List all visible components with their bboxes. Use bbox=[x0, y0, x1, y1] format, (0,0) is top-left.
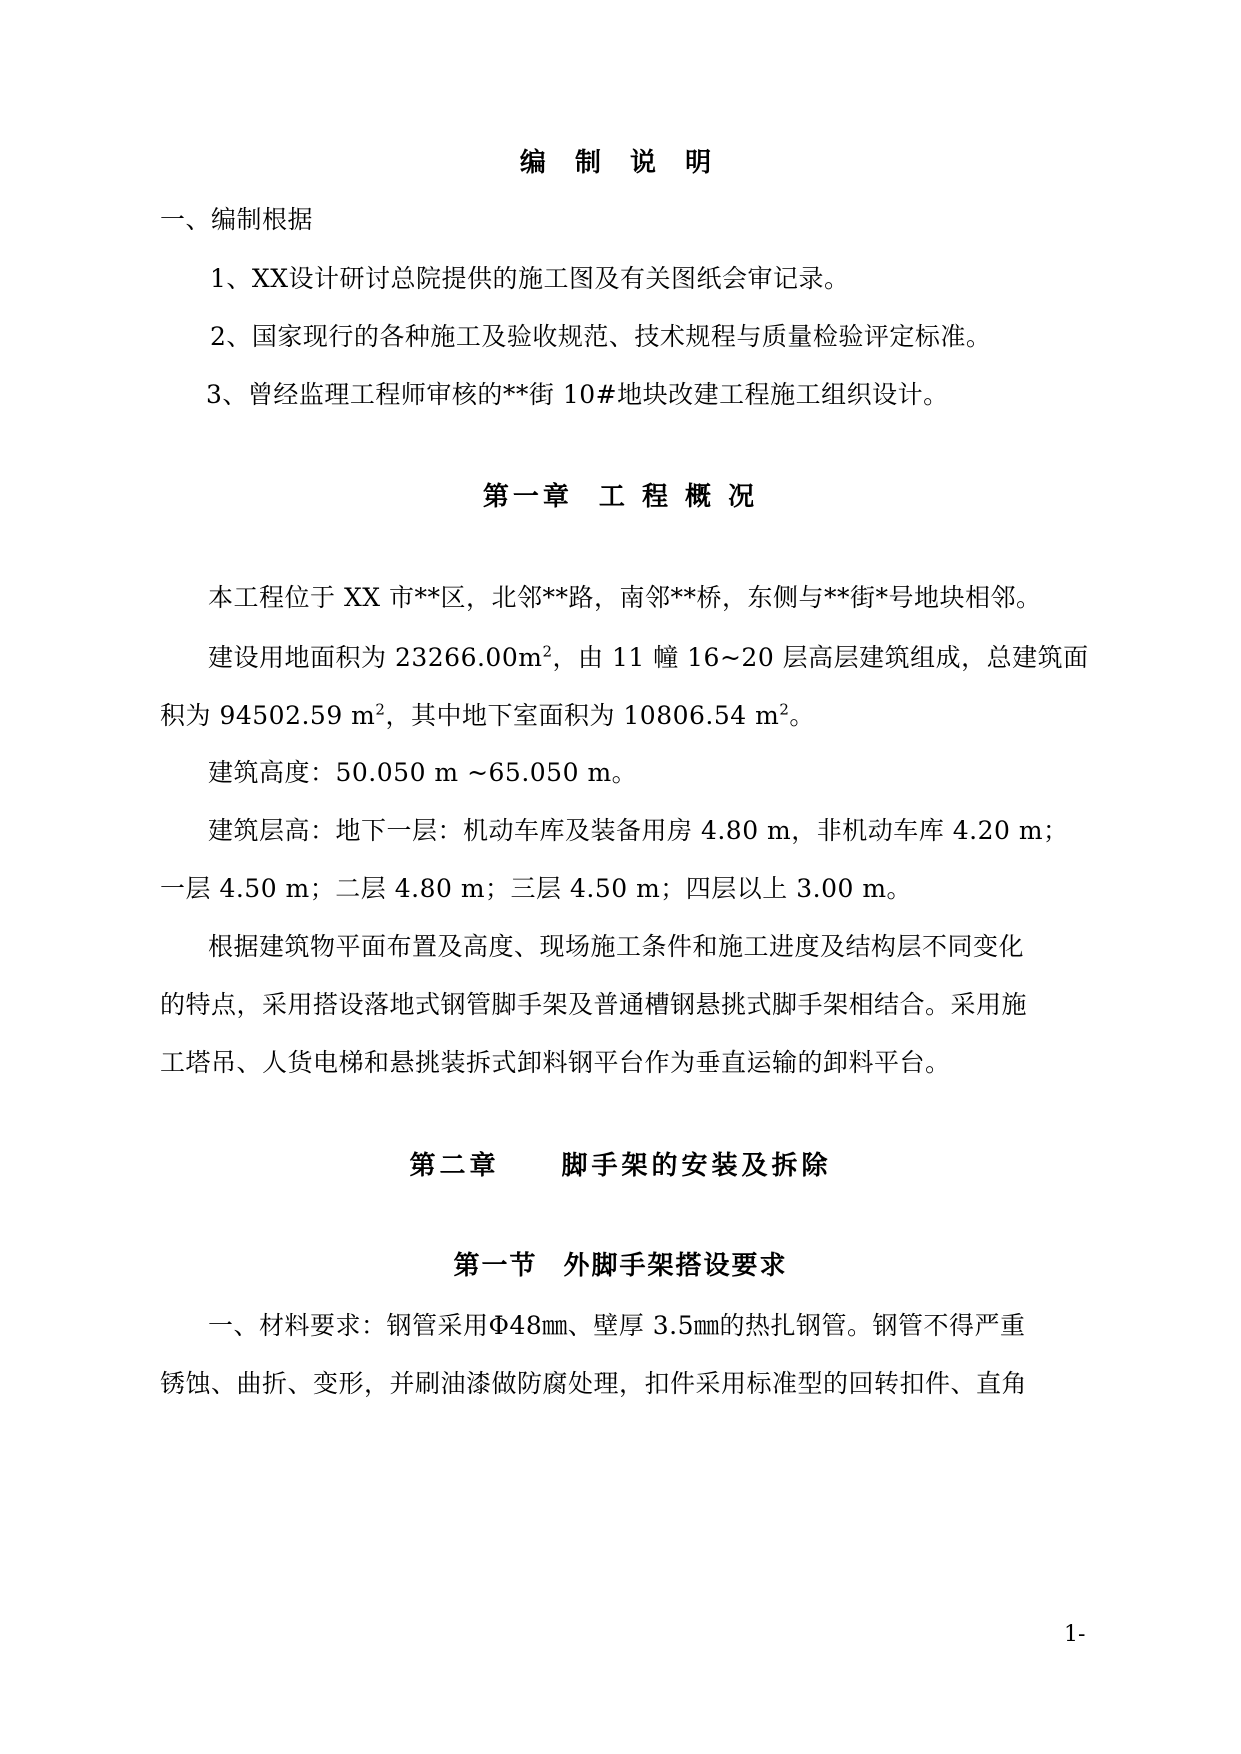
page-title: 编 制 说 明 bbox=[519, 148, 722, 178]
basis-item-2: 2、国家现行的各种施工及验收规范、技术规程与质量检验评定标准。 bbox=[210, 322, 992, 351]
overview-line-3: 积为 94502.59 $m^2$，其中地下室面积为 10806.54 $m^2$。 bbox=[160, 700, 815, 730]
chapter-2-title: 脚手架的安装及拆除 bbox=[561, 1151, 832, 1181]
overview-line-4: 建筑高度：50.050 m ~65.050 m。 bbox=[208, 758, 638, 787]
section-1-title: 外脚手架搭设要求 bbox=[563, 1251, 788, 1281]
basis-item-3: 3、曾经监理工程师审核的**街 10#地块改建工程施工组织设计。 bbox=[206, 380, 949, 409]
chapter-1-heading bbox=[0, 481, 1241, 513]
chapter-1-title: 工 程 概 况 bbox=[598, 482, 759, 512]
section-heading-basis: 一、编制根据 bbox=[160, 205, 314, 234]
section-1-label: 第一节 bbox=[453, 1251, 538, 1281]
basis-item-1: 1、XX设计研讨总院提供的施工图及有关图纸会审记录。 bbox=[210, 264, 850, 293]
overview-line-6: 一层 4.50 m；二层 4.80 m；三层 4.50 m；四层以上 3.00 m。 bbox=[160, 874, 913, 903]
overview-line-2: 建设用地面积为 $23266.00m^2$，由 11 幢 16~20 层高层建筑组成，总建筑面 bbox=[208, 642, 1089, 672]
overview-line-8: 的特点，采用搭设落地式钢管脚手架及普通槽钢悬挑式脚手架相结合。采用施 bbox=[160, 990, 1028, 1019]
material-line-2: 锈蚀、曲折、变形，并刷油漆做防腐处理，扣件采用标准型的回转扣件、直角 bbox=[160, 1369, 1028, 1398]
section-1-heading bbox=[0, 1250, 1241, 1282]
overview-line-7: 根据建筑物平面布置及高度、现场施工条件和施工进度及结构层不同变化 bbox=[208, 932, 1025, 961]
chapter-1-label: 第一章 bbox=[482, 482, 573, 512]
overview-line-1: 本工程位于 XX 市**区，北邻**路，南邻**桥，东侧与**街*号地块相邻。 bbox=[208, 583, 1042, 612]
material-line-1: 一、材料要求：钢管采用Φ48㎜、壁厚 3.5㎜的热扎钢管。钢管不得严重 bbox=[208, 1311, 1026, 1340]
overview-line-5: 建筑层高：地下一层：机动车库及装备用房 4.80 m，非机动车库 4.20 m； bbox=[208, 816, 1069, 845]
chapter-2-label: 第二章 bbox=[409, 1151, 500, 1181]
page-number: 1- bbox=[1064, 1622, 1086, 1647]
overview-line-9: 工塔吊、人货电梯和悬挑装拆式卸料钢平台作为垂直运输的卸料平台。 bbox=[160, 1048, 951, 1077]
chapter-2-heading bbox=[0, 1150, 1241, 1182]
